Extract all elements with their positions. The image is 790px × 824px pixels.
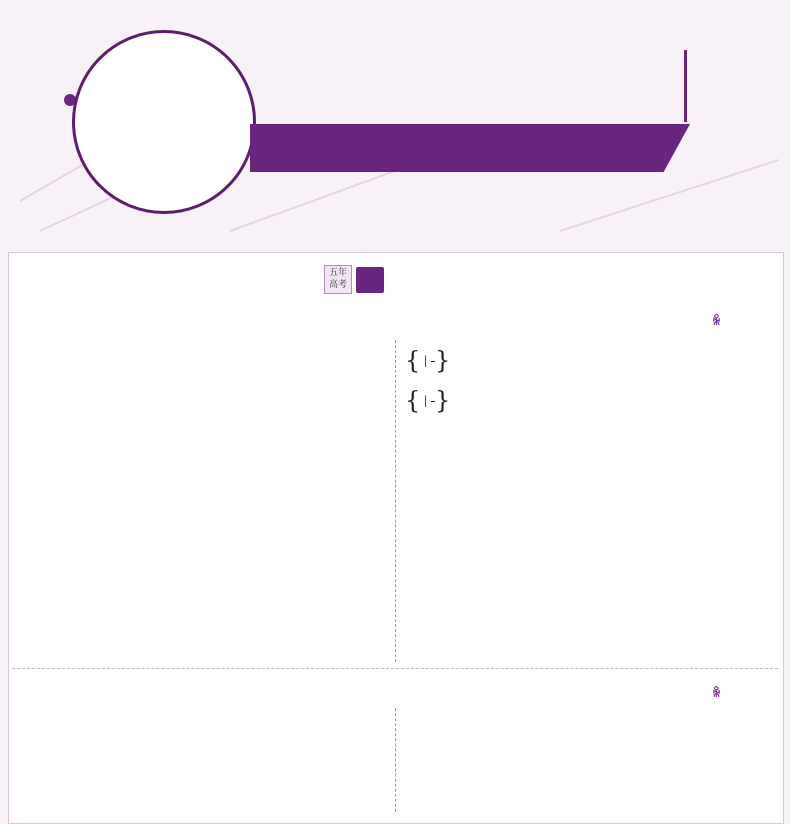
answer-link-a[interactable] (712, 312, 724, 328)
decor-line (230, 162, 419, 232)
group-a-right (405, 341, 777, 421)
header (0, 0, 790, 240)
answer-link-b[interactable] (712, 684, 724, 700)
question-6 (405, 341, 777, 421)
person-icon: ꆜ (712, 686, 722, 700)
section-badge (324, 265, 384, 294)
person-icon: ꆜ (712, 314, 722, 328)
brace: } (434, 386, 451, 415)
brace: { (405, 386, 421, 415)
option-a: { | } (405, 346, 451, 375)
column-divider (395, 340, 396, 662)
accent-line (684, 50, 687, 122)
badge-title (356, 267, 384, 293)
subtitle-banner (250, 124, 690, 172)
column-divider (395, 708, 396, 812)
section-separator (12, 668, 778, 669)
question-page (8, 252, 784, 824)
brace: { (405, 346, 421, 375)
step-circle (72, 30, 256, 214)
badge-small: 五年 高考 (324, 265, 352, 294)
brace: } (434, 346, 451, 375)
option-c: { | } (405, 386, 451, 415)
